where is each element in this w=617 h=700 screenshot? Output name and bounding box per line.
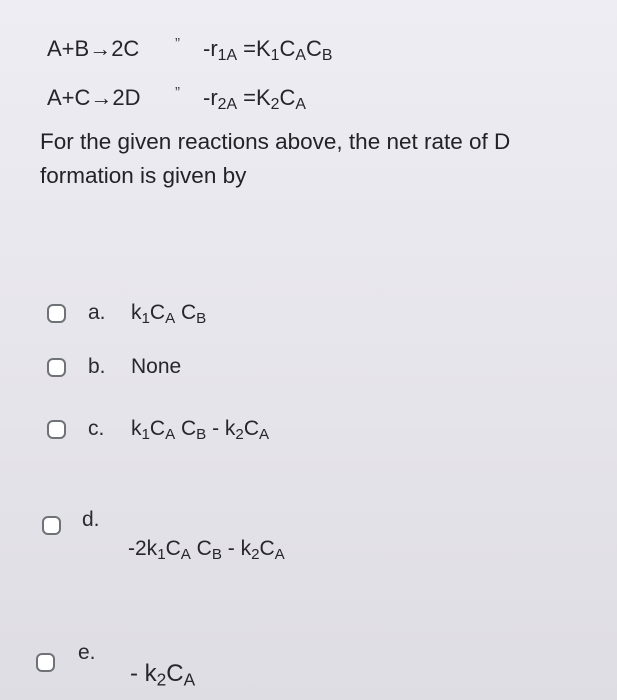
- option-d-text: $-2k_1C_A$ $C_B - k_2C_A$: [128, 537, 285, 563]
- option-d-letter: d.: [82, 508, 100, 531]
- option-b-letter: b.: [88, 355, 106, 378]
- reaction-2: [47, 84, 306, 113]
- reaction-1: [47, 35, 333, 64]
- option-b-radio[interactable]: [47, 358, 66, 377]
- question-text: For the given reactions above, the net rate of D formation is given by: [40, 129, 511, 188]
- option-c-radio[interactable]: [47, 420, 66, 439]
- option-b-text: None: [131, 355, 182, 378]
- reaction-1-equation: A+B→2C: [47, 36, 140, 61]
- option-a-letter: a.: [88, 301, 106, 324]
- reaction-2-rate-law: $-r_{2A} =K_2C_A$: [203, 85, 306, 113]
- option-e-letter: e.: [78, 641, 96, 664]
- reaction-1-ditto: ”: [175, 35, 180, 52]
- reaction-1-rate-law: $-r_{1A} =K_1C_AC_B$: [203, 36, 333, 64]
- option-d-radio[interactable]: [42, 516, 61, 535]
- option-e-text: - $k_2C_A$: [130, 660, 196, 690]
- option-d[interactable]: [38, 508, 100, 542]
- option-c-letter: c.: [88, 417, 105, 440]
- option-c[interactable]: [38, 412, 270, 446]
- option-e-radio[interactable]: [36, 653, 55, 672]
- reaction-2-ditto: ”: [175, 84, 180, 101]
- option-e[interactable]: [38, 641, 96, 679]
- reaction-2-equation: A+C→2D: [47, 85, 141, 110]
- option-a-text: $k_1C_A$ $C_B$: [131, 301, 207, 327]
- option-a-radio[interactable]: [47, 304, 66, 323]
- option-a[interactable]: [38, 296, 207, 330]
- option-c-text: $k_1C_A$ $C_B - k_2C_A$: [131, 417, 270, 443]
- option-b[interactable]: [38, 350, 182, 384]
